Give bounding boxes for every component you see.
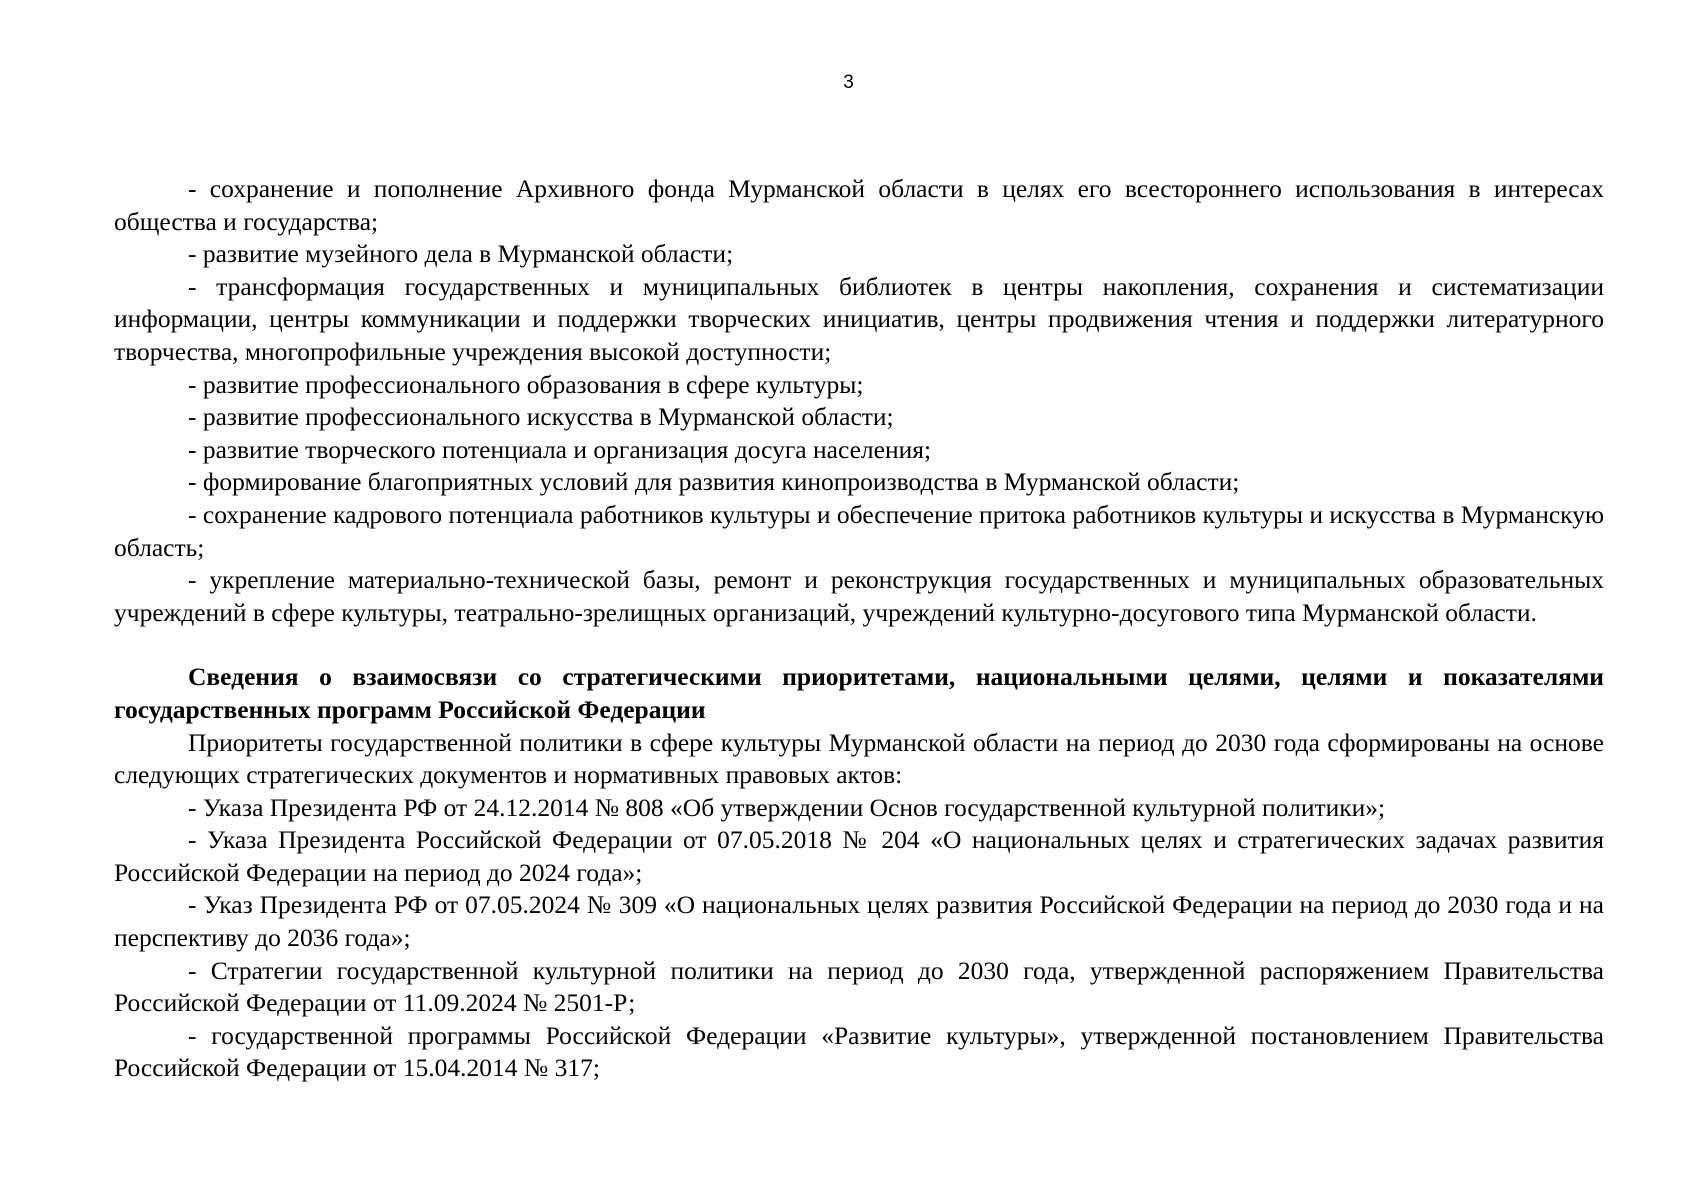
list-item: - развитие творческого потенциала и организация досуга населения; xyxy=(188,434,932,464)
list-item: - укрепление материально-технической базы, ремонт и реконструкция государственных и муниципальных образовательных учреждений в сфере культуры, театрально-зрелищных организаций, учреждений культурно-досугового типа Мурманской области. xyxy=(114,565,1604,627)
document-body xyxy=(114,173,1604,1085)
document-list-item: - государственной программы Российской Федерации «Развитие культуры», утвержденной постановлением Правительства Российской Федерации от 15.04.2014 № 317; xyxy=(114,1020,1604,1083)
section-intro: Приоритеты государственной политики в сфере культуры Мурманской области на период до 2030 года сформированы на основе следующих стратегических документов и нормативных правовых актов: xyxy=(114,727,1604,790)
list-item: - трансформация государственных и муниципальных библиотек в центры накопления, сохранения и систематизации информации, центры коммуникации и поддержки творческих инициатив, центры продвижения чтения и поддержки литературного творчества, многопрофильные учреждения высокой доступности; xyxy=(114,271,1604,366)
document-list-item: - Указа Президента РФ от 24.12.2014 № 808 «Об утверждении Основ государственной культурной политики»; xyxy=(188,792,1386,822)
list-item: - формирование благоприятных условий для развития кинопроизводства в Мурманской области; xyxy=(188,467,1240,497)
document-list-item: - Стратегии государственной культурной политики на период до 2030 года, утвержденной распоряжением Правительства Российской Федерации от 11.09.2024 № 2501-Р; xyxy=(114,955,1604,1018)
list-item: - развитие музейного дела в Мурманской области; xyxy=(188,239,734,269)
list-item: - развитие профессионального искусства в Мурманской области; xyxy=(188,402,894,432)
section-heading: Сведения о взаимосвязи со стратегическими приоритетами, национальными целями, целями и показателями государственных программ Российской Федерации xyxy=(114,662,1604,724)
page-number: 3 xyxy=(843,72,854,93)
list-item: - сохранение и пополнение Архивного фонда Мурманской области в целях его всестороннего использования в интересах общества и государства; xyxy=(114,174,1604,236)
document-list-item: - Указ Президента РФ от 07.05.2024 № 309 «О национальных целях развития Российской Федерации на период до 2030 года и на перспективу до 2036 года»; xyxy=(114,890,1604,953)
document-list-item: - Указа Президента Российской Федерации от 07.05.2018 № 204 «О национальных целях и стратегических задачах развития Российской Федерации на период до 2024 года»; xyxy=(114,825,1604,887)
list-item: - развитие профессионального образования в сфере культуры; xyxy=(188,369,864,399)
list-item: - сохранение кадрового потенциала работников культуры и обеспечение притока работников культуры и искусства в Мурманскую область; xyxy=(114,499,1604,562)
